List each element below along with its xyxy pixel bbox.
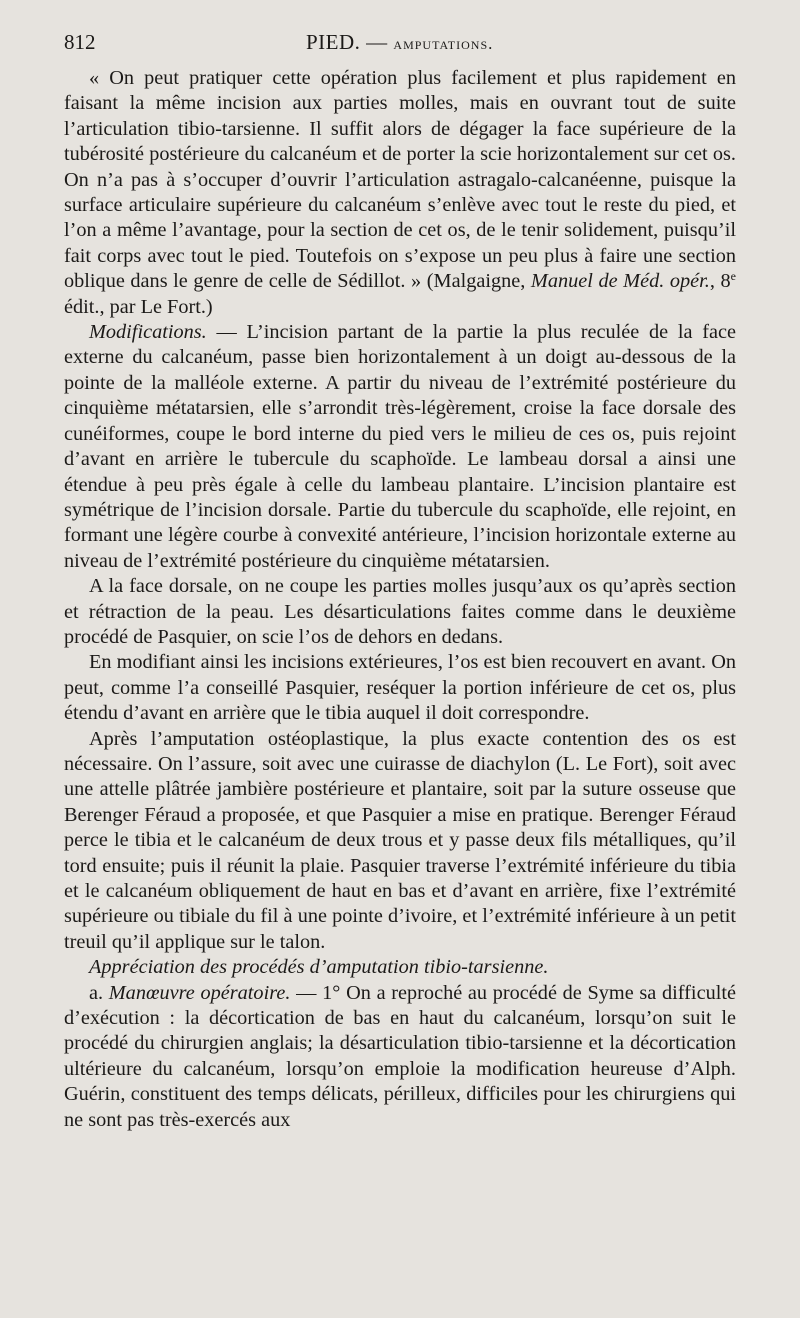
appreciation-heading: Appréciation des procédés d’amputation tibio-tarsienne. [89, 956, 549, 979]
paragraph-en-modifiant [64, 650, 736, 726]
running-head-main: PIED. [306, 30, 361, 54]
manoeuvre-text: — 1° On a reproché au procédé de Syme sa difficulté d’exécution : la décortication de bas en haut du calcanéum, lorsqu’on suit le procédé du chirurgien anglais; la désarticulation tibio-tarsienne et la décortication ultérieure du calcanéum, lorsqu’on emploie la modification heureuse d’Alph. Guérin, constituent des temps délicats, périlleux, difficiles pour les chirurgiens qui ne sont pas très-exercés aux [64, 981, 736, 1131]
modifications-text: — L’incision partant de la partie la plus reculée de la face externe du calcanéum, passe bien horizontalement à un doigt au-dessous de la pointe de la malléole externe. A partir du niveau de l’extrémité postérieure du cinquième métatarsien, elle s’arrondit très-légèrement, croise la face dorsale des cunéiformes, coupe le bord interne du pied vers le milieu de ces os, puis rejoint d’avant en arrière le tubercule du scaphoïde. Le lambeau dorsal a ainsi une étendue à peu près égale à celle du lambeau plantaire. L’incision plantaire est symétrique de l’incision dorsale. Partie du tubercule du scaphoïde, elle rejoint, en formant une légère courbe à convexité antérieure, l’incision horizontale externe au niveau de l’extrémité postérieure du cinquième métatarsien. [64, 321, 736, 572]
page-header [64, 30, 736, 60]
section-heading-appreciation [64, 955, 736, 980]
reference-after: , 8 [709, 270, 731, 293]
contention-text: Après l’amputation ostéoplastique, la plus exacte contention des os est nécessaire. On l’assure, soit avec une cuirasse de diachylon (L. Le Fort), soit avec une attelle plâtrée jambière postérieure et plantaire, soit par la suture osseuse que Berenger Féraud a proposée, et que Pasquier a mise en pratique. Berenger Féraud perce le tibia et le calcanéum de deux trous et y passe deux fils métalliques, qu’il tord ensuite; puis il réunit la plaie. Pasquier traverse l’extrémité inférieure du tibia et le calcanéum obliquement de haut en bas et d’avant en arrière, fixe l’extrémité supérieure ou tibiale du fil à une pointe d’ivoire, et l’extrémité inférieure à un petit treuil qu’il applique sur le talon. [64, 727, 736, 953]
page-number: 812 [64, 30, 96, 54]
running-head-sub: amputations. [393, 34, 494, 53]
en-modifiant-text: En modifiant ainsi les incisions extérieures, l’os est bien recouvert en avant. On peut, comme l’a conseillé Pasquier, reséquer la portion inférieure de cet os, plus étendu d’avant en arrière que le tibia auquel il doit correspondre. [64, 651, 736, 725]
manoeuvre-prefix: a. [89, 981, 109, 1004]
reference-tail: édit., par Le Fort.) [64, 295, 213, 318]
paragraph-contention [64, 727, 736, 956]
running-head-dash: — [360, 30, 394, 54]
body-text [64, 66, 736, 1133]
edition-superscript: e [730, 269, 736, 284]
running-head [306, 30, 493, 55]
paragraph-face-dorsale [64, 574, 736, 650]
face-dorsale-text: A la face dorsale, on ne coupe les parties molles jusqu’aux os qu’après section et rétraction de la peau. Les désarticulations faites comme dans le deuxième procédé de Pasquier, on scie l’os de dehors en dedans. [64, 575, 736, 648]
paragraph-modifications [64, 320, 736, 574]
modifications-lead: Modifications. [89, 321, 207, 344]
paragraph-malgaigne-quote [64, 66, 736, 320]
manoeuvre-lead: Manœuvre opératoire. [108, 981, 291, 1004]
paragraph-manoeuvre [64, 981, 736, 1133]
quote-text: « On peut pratiquer cette opération plus facilement et plus rapidement en faisant la même incision aux parties molles, mais en ouvrant tout de suite l’articulation tibio-tarsienne. Il suffit alors de dégager la face supérieure de la tubérosité postérieure du calcanéum et de porter la scie horizontalement sur cet os. On n’a pas à s’occuper d’ouvrir l’articulation astragalo-calcanéenne, puisque la surface articulaire supérieure du calcanéum s’enlève avec tout le reste du pied, et l’on a même l’avantage, pour la section de cet os, de le tenir solidement, puisqu’il fait corps avec tout le pied. Toutefois on s’expose un peu plus à faire une section oblique dans le genre de celle de Sédillot. » (Malgaigne, [64, 67, 736, 293]
reference-title: Manuel de Méd. opér. [530, 270, 710, 293]
